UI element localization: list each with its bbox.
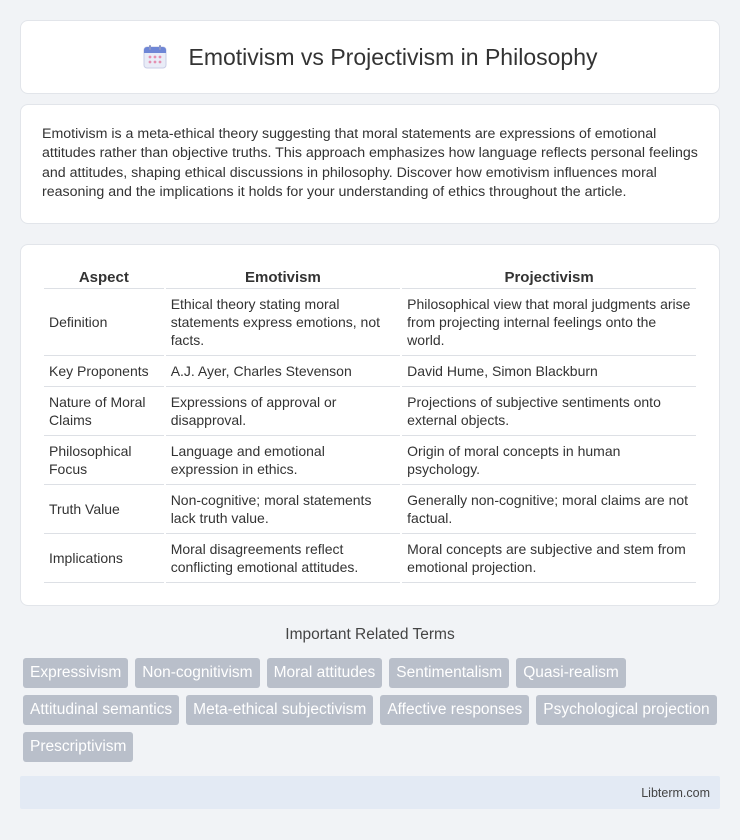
tag-meta-ethical-subjectivism[interactable]: Meta-ethical subjectivism xyxy=(186,695,373,725)
table-row xyxy=(44,356,696,387)
related-terms-title: Important Related Terms xyxy=(285,626,455,643)
tag-moral-attitudes[interactable]: Moral attitudes xyxy=(267,658,383,688)
footer-site-link[interactable]: Libterm.com xyxy=(641,785,710,800)
column-header-emotivism: Emotivism xyxy=(166,267,400,289)
tag-sentimentalism[interactable]: Sentimentalism xyxy=(389,658,509,688)
row-emotivism: Moral disagreements reflect conflicting emotional attitudes. xyxy=(166,534,400,583)
row-aspect: Philosophical Focus xyxy=(44,436,164,485)
row-aspect: Nature of Moral Claims xyxy=(44,387,164,436)
comparison-card xyxy=(20,244,720,606)
tag-attitudinal-semantics[interactable]: Attitudinal semantics xyxy=(23,695,179,725)
row-aspect: Key Proponents xyxy=(44,356,164,387)
page-title: Emotivism vs Projectivism in Philosophy xyxy=(188,43,598,70)
related-terms-tags xyxy=(23,658,723,762)
row-projectivism: Projections of subjective sentiments onto external objects. xyxy=(402,387,696,436)
row-aspect: Implications xyxy=(44,534,164,583)
tag-affective-responses[interactable]: Affective responses xyxy=(380,695,529,725)
intro-text: Emotivism is a meta-ethical theory suggesting that moral statements are expressions of emotional attitudes rather than objective truths. This approach emphasizes how language reflects personal feelings and attitudes, shaping ethical discussions in philosophy. Discover how emotivism influences moral reasoning and the implications it holds for your understanding of ethics throughout the article. xyxy=(42,126,698,200)
tag-quasi-realism[interactable]: Quasi-realism xyxy=(516,658,626,688)
calendar-icon xyxy=(142,44,168,70)
title-wrap xyxy=(142,44,597,71)
row-aspect: Truth Value xyxy=(44,485,164,534)
table-row xyxy=(44,436,696,485)
row-projectivism: David Hume, Simon Blackburn xyxy=(402,356,696,387)
tag-expressivism[interactable]: Expressivism xyxy=(23,658,128,688)
footer xyxy=(20,776,720,809)
table-row xyxy=(44,534,696,583)
row-emotivism: Expressions of approval or disapproval. xyxy=(166,387,400,436)
row-projectivism: Generally non-cognitive; moral claims are not factual. xyxy=(402,485,696,534)
row-emotivism: Non-cognitive; moral statements lack truth value. xyxy=(166,485,400,534)
row-projectivism: Origin of moral concepts in human psychology. xyxy=(402,436,696,485)
row-emotivism: A.J. Ayer, Charles Stevenson xyxy=(166,356,400,387)
comparison-table xyxy=(42,267,698,583)
tag-prescriptivism[interactable]: Prescriptivism xyxy=(23,732,133,762)
row-emotivism: Language and emotional expression in ethics. xyxy=(166,436,400,485)
row-projectivism: Philosophical view that moral judgments arise from projecting internal feelings onto the world. xyxy=(402,289,696,356)
table-row xyxy=(44,387,696,436)
row-aspect: Definition xyxy=(44,289,164,356)
column-header-aspect: Aspect xyxy=(44,267,164,289)
tag-non-cognitivism[interactable]: Non-cognitivism xyxy=(135,658,259,688)
intro-card xyxy=(20,104,720,224)
table-row xyxy=(44,289,696,356)
header-card xyxy=(20,20,720,94)
table-header-row xyxy=(44,267,696,289)
table-row xyxy=(44,485,696,534)
row-projectivism: Moral concepts are subjective and stem from emotional projection. xyxy=(402,534,696,583)
row-emotivism: Ethical theory stating moral statements express emotions, not facts. xyxy=(166,289,400,356)
column-header-projectivism: Projectivism xyxy=(402,267,696,289)
tag-psychological-projection[interactable]: Psychological projection xyxy=(536,695,716,725)
